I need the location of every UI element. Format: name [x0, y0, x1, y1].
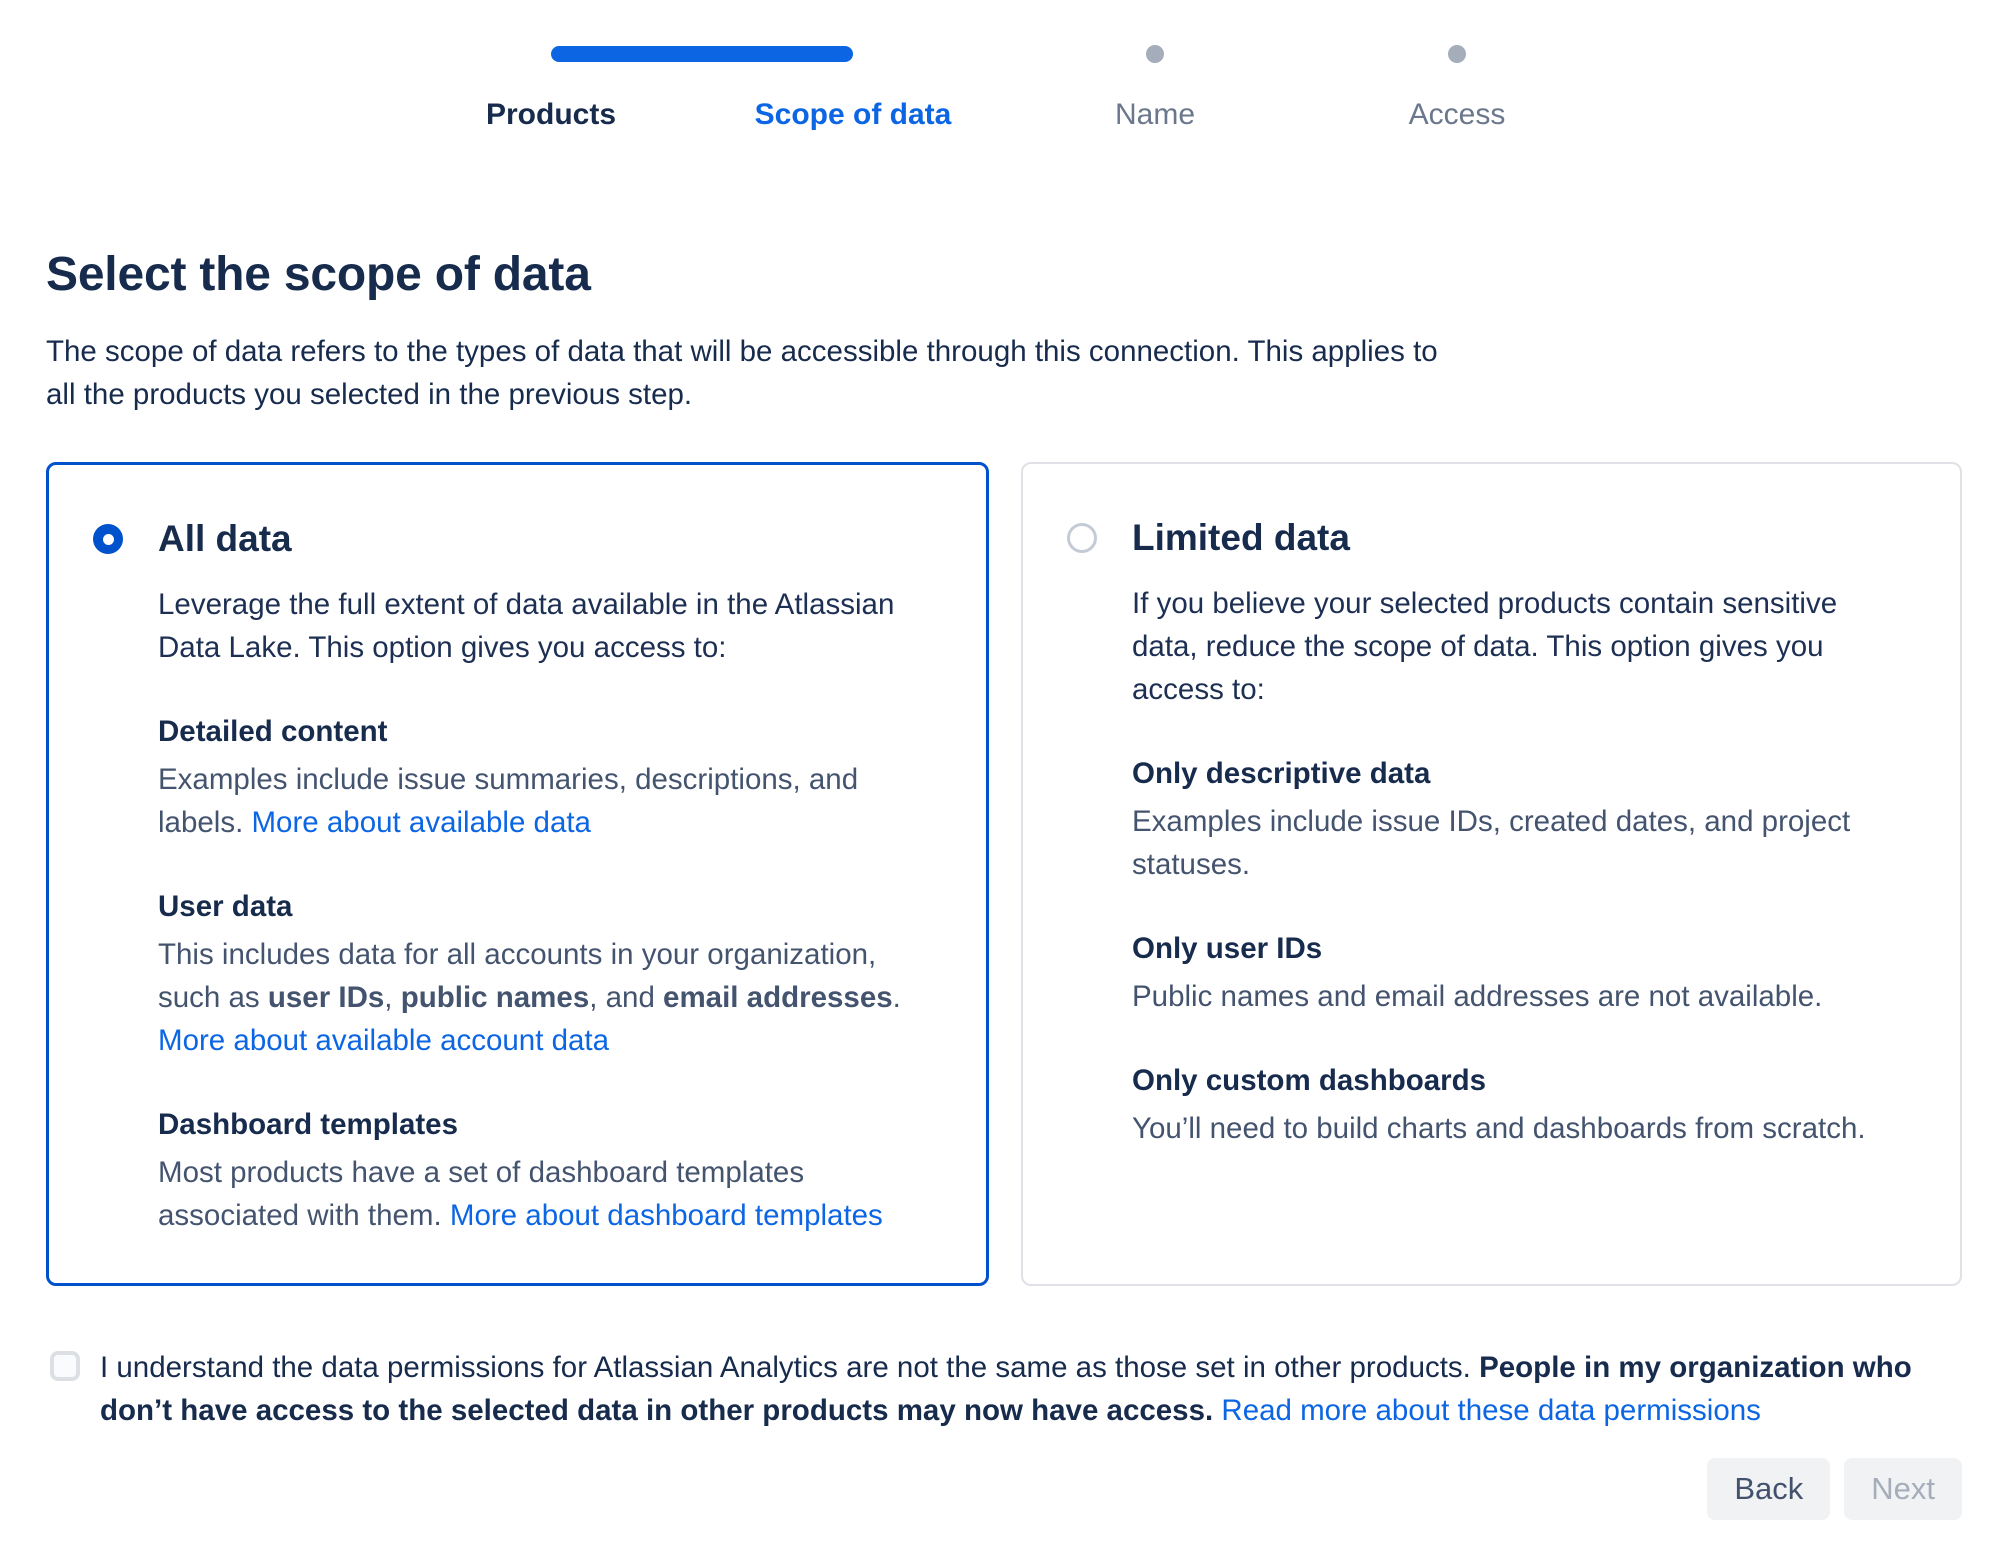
section-user-data: [158, 886, 918, 1062]
section-body: This includes data for all accounts in your organization, such as user IDs, public names, and email addresses. More about available account data: [158, 938, 901, 1057]
section-only-custom-dashboards: [1132, 1060, 1892, 1150]
scope-options: [46, 462, 1962, 1286]
section-heading: Only user IDs: [1132, 932, 1323, 965]
link-more-about-dashboard-templates[interactable]: More about dashboard templates: [449, 1199, 883, 1232]
option-card-all-data[interactable]: [46, 462, 989, 1286]
stepper-progress-bar: [551, 46, 853, 62]
card-intro: Leverage the full extent of data available in the Atlassian Data Lake. This option gives you access to:: [158, 588, 895, 664]
step-dot-icon: [1448, 45, 1466, 63]
stepper-label-name: Name: [1114, 98, 1196, 131]
section-body: Examples include issue IDs, created dates, and project statuses.: [1132, 805, 1851, 881]
footer-actions: [46, 1458, 1962, 1520]
next-button[interactable]: Next: [1844, 1458, 1962, 1520]
stepper-label-products: Products: [485, 98, 617, 131]
card-title-limited-data: Limited data: [1132, 517, 1350, 558]
page-description-line2: all the products you selected in the previous step.: [46, 378, 693, 411]
section-detailed-content: [158, 711, 918, 844]
section-heading: Detailed content: [158, 715, 388, 748]
section-heading: Only custom dashboards: [1132, 1064, 1487, 1097]
section-only-user-ids: [1132, 928, 1892, 1018]
back-button[interactable]: Back: [1707, 1458, 1830, 1520]
stepper-step-access: [1306, 46, 1608, 134]
section-heading: User data: [158, 890, 293, 923]
link-more-about-available-data[interactable]: More about available data: [251, 806, 591, 839]
radio-checked-icon[interactable]: [93, 524, 123, 554]
section-dashboard-templates: [158, 1104, 918, 1237]
stepper-step-name: [1004, 46, 1306, 134]
consent-text: I understand the data permissions for Atlassian Analytics are not the same as those set in other products. People in my organization who don’t have access to the selected data in other products may now have access. Read more about these data permissions: [100, 1351, 1912, 1427]
link-more-about-available-account-data[interactable]: More about available account data: [158, 1024, 609, 1057]
section-heading: Dashboard templates: [158, 1108, 458, 1141]
consent-row: [46, 1346, 1962, 1432]
progress-stepper: [400, 46, 1608, 134]
card-intro: If you believe your selected products contain sensitive data, reduce the scope of data. This option gives you access to:: [1132, 587, 1838, 706]
link-read-more-data-permissions[interactable]: Read more about these data permissions: [1221, 1394, 1761, 1427]
consent-checkbox[interactable]: [50, 1351, 80, 1381]
page-description: [46, 330, 1962, 416]
section-body: Examples include issue summaries, descriptions, and labels. More about available data: [158, 763, 859, 839]
stepper-label-access: Access: [1408, 98, 1506, 131]
page-description-line1: The scope of data refers to the types of data that will be accessible through this connection. This applies to: [46, 335, 1438, 368]
step-dot-icon: [1146, 45, 1164, 63]
section-body: You’ll need to build charts and dashboards from scratch.: [1132, 1112, 1866, 1145]
section-body: Most products have a set of dashboard templates associated with them. More about dashboard templates: [158, 1156, 883, 1232]
page-title: Select the scope of data: [46, 248, 591, 301]
section-only-descriptive-data: [1132, 753, 1892, 886]
stepper-label-scope-of-data: Scope of data: [754, 98, 952, 131]
section-heading: Only descriptive data: [1132, 757, 1431, 790]
section-body: Public names and email addresses are not available.: [1132, 980, 1823, 1013]
card-title-all-data: All data: [158, 518, 292, 559]
option-card-limited-data[interactable]: [1021, 462, 1962, 1286]
radio-unchecked-icon[interactable]: [1067, 523, 1097, 553]
